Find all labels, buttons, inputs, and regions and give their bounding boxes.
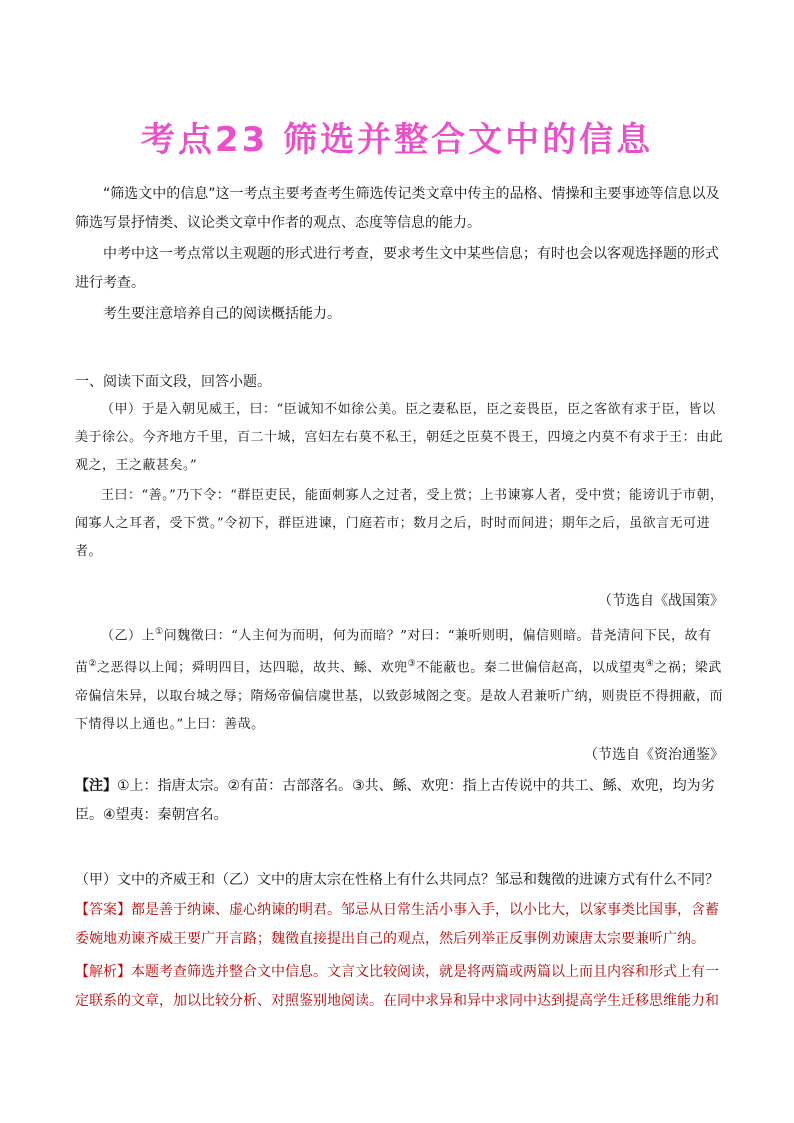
note-label: 【注】	[75, 778, 117, 794]
analysis-paragraph	[75, 958, 725, 1016]
passage-a-source: （节选自《战国策》	[598, 593, 724, 609]
analysis-label: 【解析】	[75, 964, 131, 980]
intro-paragraph-2: 中考中这一考点常以主观题的形式进行考查，要求考生文中某些信息；有时也会以客观选择题的形式进行考查。	[75, 246, 719, 291]
passage-b-text-1: 问魏徵曰：“人主何为而明，何为而暗？”对曰：“兼听则明，偏信则暗。昔尧清问下民，故有苗	[75, 628, 712, 676]
footnote-marker-3: ③	[407, 659, 417, 670]
question-heading: 一、阅读下面文段，回答小题。	[75, 374, 271, 390]
passage-b-source: （节选自《资治通鉴》	[584, 747, 724, 763]
page-title: 考点23 筛选并整合文中的信息	[140, 120, 654, 160]
answer-paragraph	[75, 896, 725, 954]
intro-paragraph-3: 考生要注意培养自己的阅读概括能力。	[103, 306, 341, 322]
answer-label: 【答案】	[75, 902, 131, 918]
passage-a-paragraph-1: （甲）于是入朝见威王，曰：“臣诚知不如徐公美。臣之妻私臣，臣之妾畏臣，臣之客欲有求于臣，皆以美于徐公。今齐地方千里，百二十城，宫妇左右莫不私王，朝廷之臣莫不畏王，四境之内莫不有求于王：由此观之，王之蔽甚矣。”	[75, 402, 724, 473]
footnote-marker-2: ②	[88, 659, 98, 670]
passage-b-text-3: 不能蔽也。秦二世偏信赵高，以成望夷	[416, 660, 646, 676]
passage-b-lead: （乙）上	[101, 628, 156, 644]
note-text: ①上：指唐太宗。②有苗：古部落名。③共、鲧、欢兜：指上古传说中的共工、鲧、欢兜，均为劣臣。④望夷：秦朝宫名。	[75, 778, 715, 823]
passage-a-paragraph-2: 王曰：“善。”乃下令：“群臣吏民，能面刺寡人之过者，受上赏；上书谏寡人者，受中赏；能谤讥于市朝，闻寡人之耳者，受下赏。”令初下，群臣进谏，门庭若市；数月之后，时时而间进；期年之后，虽欲言无可进者。	[75, 488, 724, 559]
footnote-marker-4: ④	[645, 659, 655, 670]
note-paragraph	[75, 772, 725, 830]
analysis-text: 本题考查筛选并整合文中信息。文言文比较阅读，就是将两篇或两篇以上而且内容和形式上有一定联系的文章，加以比较分析、对照鉴别地阅读。在同中求异和异中求同中达到提高学生迁移思维能力和	[75, 964, 719, 1009]
intro-paragraph-1: “筛选文中的信息”这一考点主要考查考生筛选传记类文章中传主的品格、情操和主要事迹等信息以及筛选写景抒情类、议论类文章中作者的观点、态度等信息的能力。	[75, 186, 720, 231]
passage-b-paragraph	[75, 618, 725, 739]
answer-text: 都是善于纳谏、虚心纳谏的明君。邹忌从日常生活小事入手，以小比大，以家事类比国事，含蓄委婉地劝谏齐威王要广开言路；魏徵直接提出自己的观点，然后列举正反事例劝谏唐太宗要兼听广纳。	[75, 902, 719, 947]
passage-b-text-2: 之恶得以上闻；舜明四目，达四聪，故共、鲧、欢兜	[97, 660, 408, 676]
footnote-marker-1: ①	[155, 627, 164, 637]
passage-b-text-4: 之祸；梁武帝偏信朱异，以取台城之辱；隋炀帝偏信虞世基，以致彭城阁之变。是故人君兼听广纳，则贵臣不得拥蔽，而下情得以上通也。”上曰：善哉。	[75, 660, 724, 732]
question-text: （甲）文中的齐威王和（乙）文中的唐太宗在性格上有什么共同点？邹忌和魏徵的进谏方式有什么不同？	[75, 872, 719, 888]
